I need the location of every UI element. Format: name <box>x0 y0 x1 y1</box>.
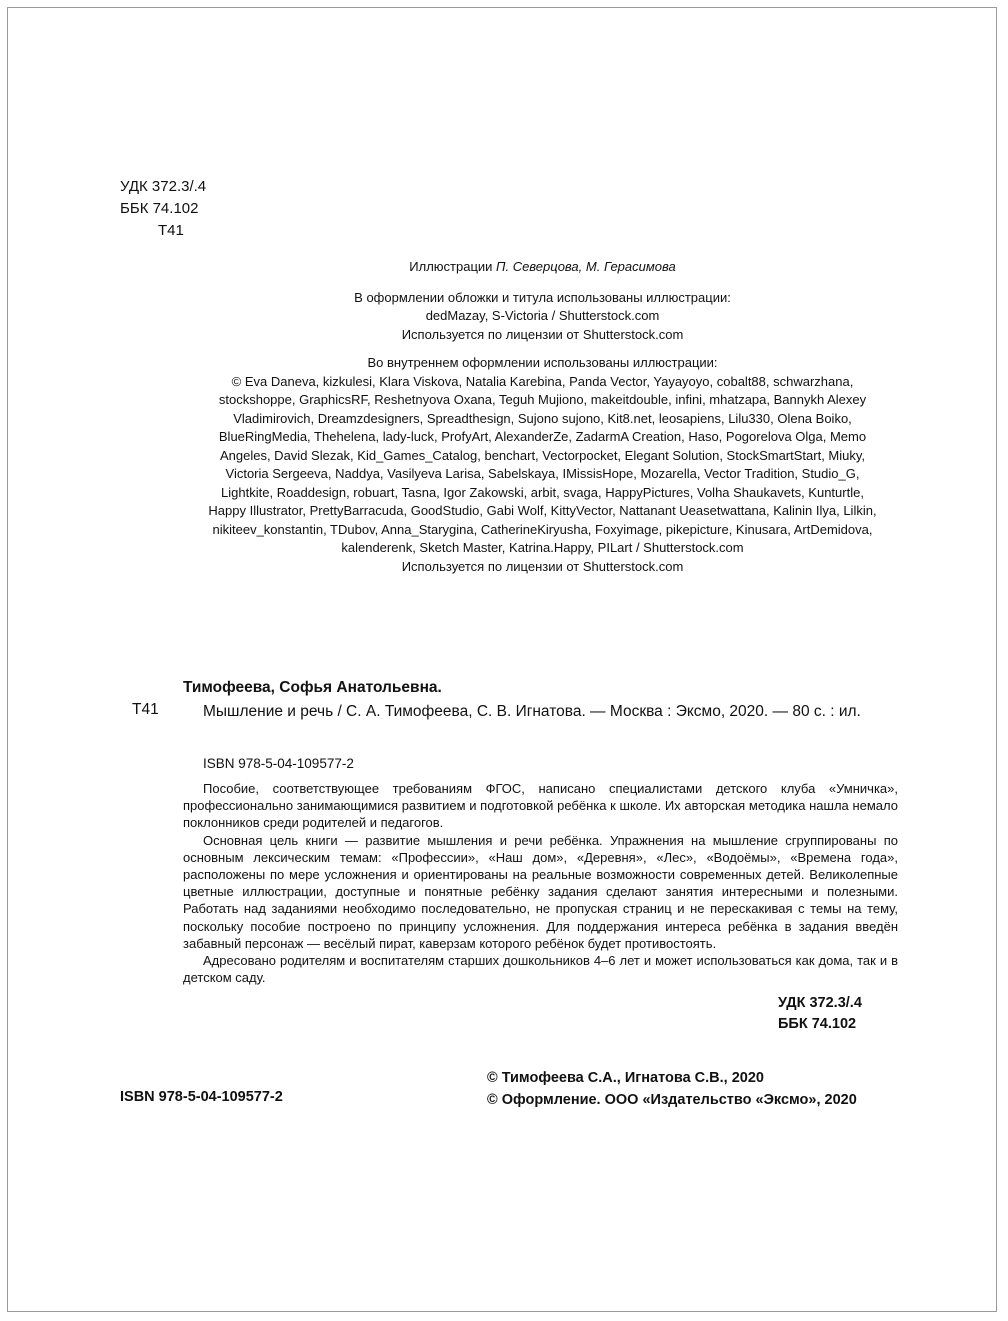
udk-code: УДК 372.3/.4 <box>120 178 207 195</box>
bibliography-title <box>183 701 898 723</box>
bbk-code: ББК 74.102 <box>120 200 199 217</box>
cover-license: Используется по лицензии от Shutterstock.com <box>401 326 684 342</box>
annotation-paragraph: Пособие, соответствующее требованиям ФГОС, написано специалистами детского клуба «Умничка», профессионально занимающимися развитием и подготовкой ребёнка к школе. Их авторская методика нашла немало поклонников среди родителей и педагогов. <box>183 781 898 831</box>
annotation <box>183 780 898 986</box>
inner-credits-names: © Eva Daneva, kizkulesi, Klara Viskova, Natalia Karebina, Panda Vector, Yayayoyo, cobalt88, schwarzhana, stockshoppe, GraphicsRF, Reshetnyova Oxana, Teguh Mujiono, makeitdouble, infini, mhatzapa, Bannykh Alexey Vladimirovich, Dreamzdesigners, Spreadthesign, Sujono sujono, Kit8.net, leosapiens, Lilu330, Olena Boiko, BlueRingMedia, Thehelena, lady-luck, ProfyArt, AlexanderZe, ZadarmA Creation, Haso, Pogorelova Olga, Memo Angeles, David Slezak, Kid_Games_Catalog, benchart, Vectorpocket, Elegant Solution, StockSmartStart, Miuky, Victoria Sergeeva, Naddya, Vasilyeva Larisa, Sabelskaya, IMissisHope, Mozarella, Vector Tradition, Studio_G, Lightkite, Roaddesign, robuart, Tasna, Igor Zakowski, arbit, svaga, HappyPictures, Volha Shaukavets, Kunturtle, Happy Illustrator, PrettyBarracuda, GoodStudio, Gabi Wolf, KittyVector, Nattanant Ueasetwattana, Kalinin Ilya, Lilkin, nikiteev_konstantin, TDubov, Anna_Starygina, CatherineKiryusha, Foxyimage, pikepicture, Kinusara, ArtDemidova, kalenderenk, Sketch Master, Katrina.Happy, PILart / Shutterstock.com <box>208 373 877 555</box>
illustrators-line <box>130 258 955 277</box>
bbk-code-bottom: ББК 74.102 <box>778 1016 857 1032</box>
bibliography-code: Т41 <box>132 701 159 718</box>
inner-credits-title: Во внутреннем оформлении использованы иллюстрации: <box>367 355 718 370</box>
bibliography-isbn: ISBN 978-5-04-109577-2 <box>203 756 354 771</box>
annotation-paragraph: Основная цель книги — развитие мышления и речи ребёнка. Упражнения на мышление сгруппированы по основным лексическим темам: «Профессии», «Наш дом», «Деревня», «Лес», «Водоёмы», «Времена года», расположены по мере усложнения и ориентированы на реальные возможности современных детей. Великолепные цветные иллюстрации, доступные и понятные ребёнку задания сделают занятия интересными и полезными. Работать над заданиями необходимо последовательно, не пропуская страниц и не перескакивая с темы на тему, поскольку пособие построено по принципу усложнения. Для поддержания интереса ребёнка в задания введён забавный персонаж — весёлый пират, каверзам которого ребёнок будет противостоять. <box>183 832 898 951</box>
illustrations-label: Иллюстрации <box>409 259 493 274</box>
cover-credits-names: dedMazay, S-Victoria / Shutterstock.com <box>425 308 660 323</box>
udk-code-bottom: УДК 372.3/.4 <box>778 995 862 1011</box>
illustration-credits <box>130 258 955 576</box>
top-classification-codes <box>120 176 206 242</box>
footer-isbn: ISBN 978-5-04-109577-2 <box>120 1089 283 1105</box>
copyright-design: © Оформление. ООО «Издательство «Эксмо», 2020 <box>487 1092 857 1108</box>
annotation-paragraph: Адресовано родителям и воспитателям старших дошкольников 4–6 лет и может использоваться как дома, так и в детском саду. <box>183 953 898 986</box>
copyright-authors: © Тимофеева С.А., Игнатова С.В., 2020 <box>487 1070 765 1086</box>
copyright-block <box>487 1067 857 1111</box>
author-sign: Т41 <box>158 222 184 239</box>
inner-license: Используется по лицензии от Shutterstock.com <box>401 558 684 574</box>
illustrator-names: П. Северцова, М. Герасимова <box>496 259 676 274</box>
bibliography-title-text: Мышление и речь / С. А. Тимофеева, С. В. Игнатова. — Москва : Эксмо, 2020. — 80 с. : ил. <box>203 703 861 720</box>
cover-credits-title: В оформлении обложки и титула использованы иллюстрации: <box>354 289 731 305</box>
bibliography-author: Тимофеева, Софья Анатольевна. <box>183 679 442 696</box>
bottom-classification-codes <box>778 993 862 1035</box>
